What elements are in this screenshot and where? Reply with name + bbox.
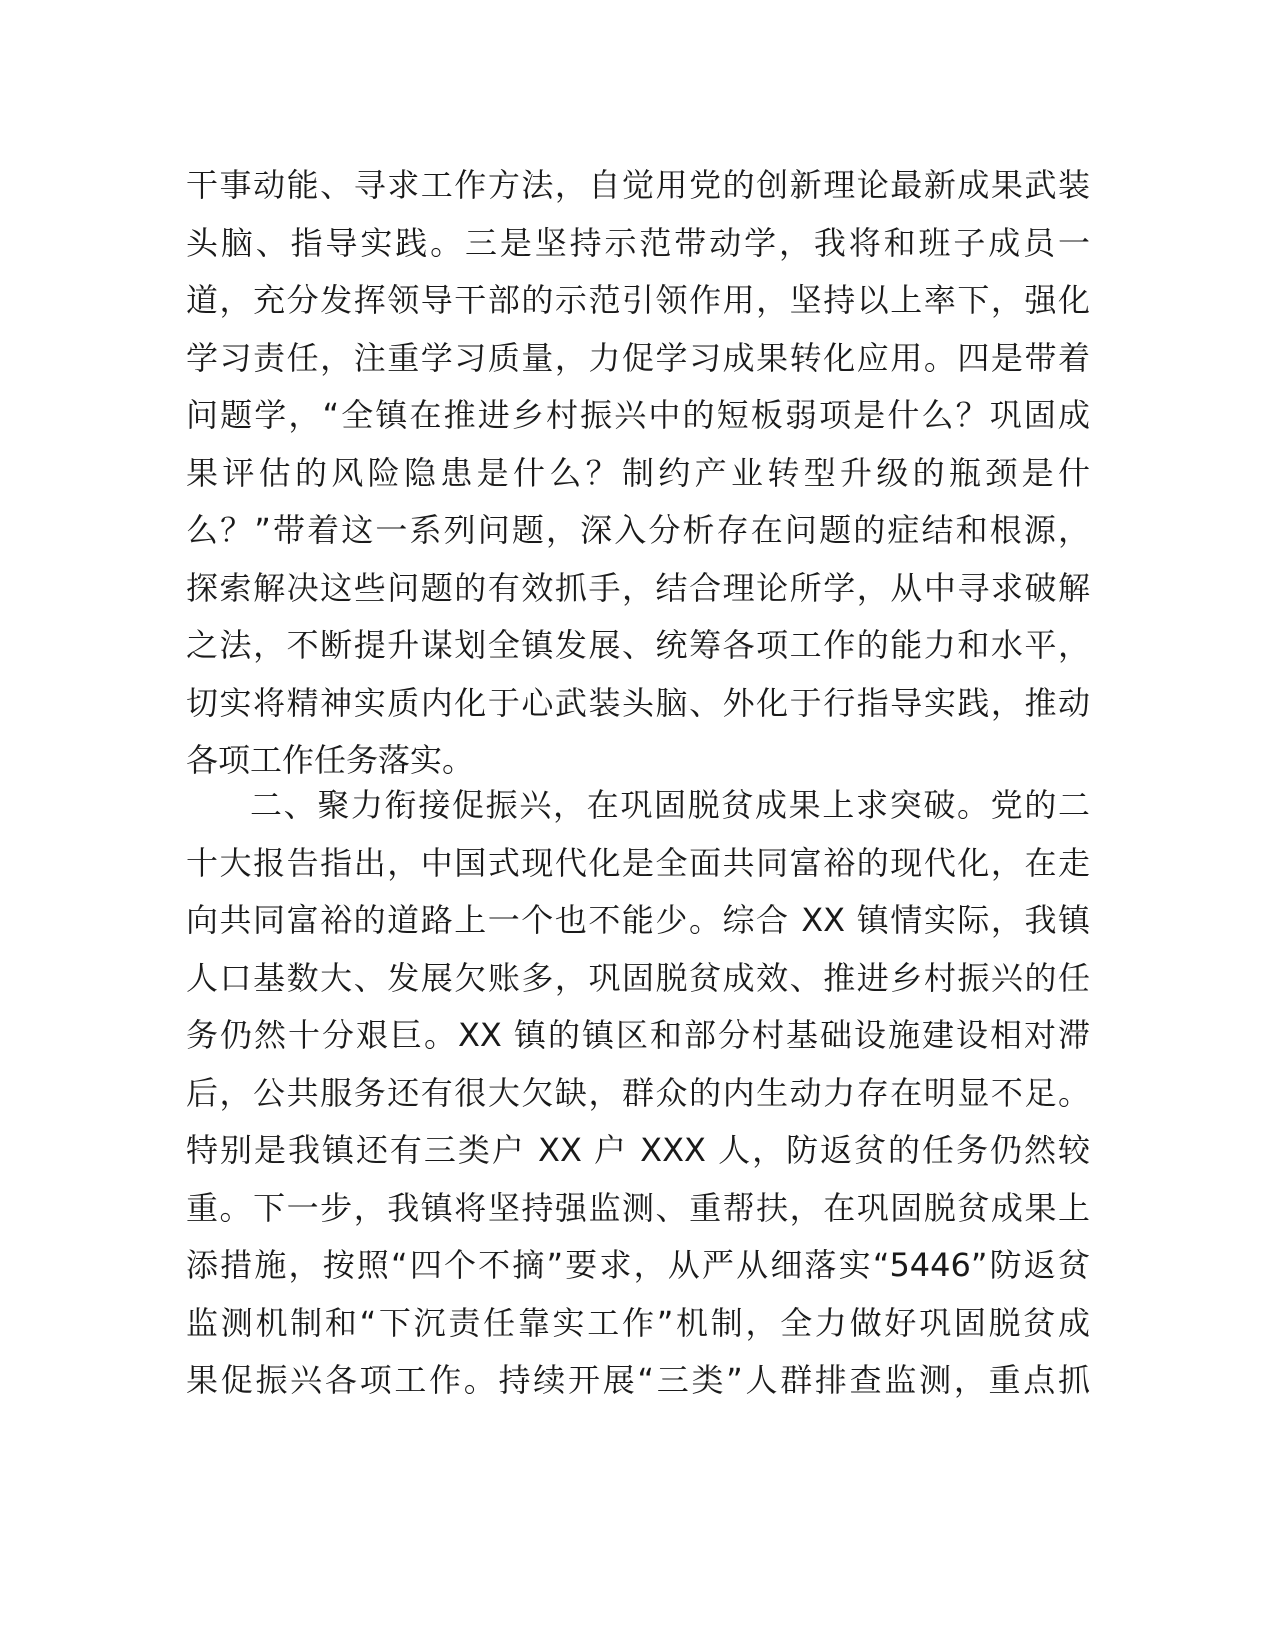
text-line: 切实将精神实质内化于心武装头脑、外化于行指导实践，推动 [186, 683, 1090, 722]
text-line: 头脑、指导实践。三是坚持示范带动学，我将和班子成员一 [186, 223, 1090, 262]
text-line: 后，公共服务还有很大欠缺，群众的内生动力存在明显不足。 [186, 1073, 1090, 1112]
text-line: 么？”带着这一系列问题，深入分析存在问题的症结和根源， [186, 511, 1090, 549]
text-line: 各项工作任务落实。 [186, 741, 475, 779]
paragraph-rural-revitalization [186, 777, 1090, 1410]
text-line: 特别是我镇还有三类户 XX 户 XXX 人，防返贫的任务仍然较 [186, 1131, 1090, 1169]
text-line: 道，充分发挥领导干部的示范引领作用，坚持以上率下，强化 [186, 281, 1090, 319]
text-line: 果促振兴各项工作。持续开展“三类”人群排查监测，重点抓 [186, 1361, 1090, 1399]
text-line: 干事动能、寻求工作方法，自觉用党的创新理论最新成果武装 [186, 166, 1090, 204]
text-line: 监测机制和“下沉责任靠实工作”机制，全力做好巩固脱贫成 [186, 1303, 1090, 1342]
text-line: 人口基数大、发展欠账多，巩固脱贫成效、推进乡村振兴的任 [186, 958, 1090, 997]
text-line: 果评估的风险隐患是什么？制约产业转型升级的瓶颈是什 [186, 453, 1090, 492]
text-line: 务仍然十分艰巨。XX 镇的镇区和部分村基础设施建设相对滞 [186, 1016, 1090, 1054]
text-line: 二、聚力衔接促振兴，在巩固脱贫成果上求突破。党的二 [250, 786, 1090, 824]
text-line: 学习责任，注重学习质量，力促学习成果转化应用。四是带着 [186, 338, 1090, 377]
text-line: 重。下一步，我镇将坚持强监测、重帮扶，在巩固脱贫成果上 [186, 1188, 1090, 1227]
text-line: 之法，不断提升谋划全镇发展、统筹各项工作的能力和水平， [186, 626, 1090, 664]
text-line: 添措施，按照“四个不摘”要求，从严从细落实“5446”防返贫 [186, 1246, 1090, 1284]
text-line: 问题学，“全镇在推进乡村振兴中的短板弱项是什么？巩固成 [186, 396, 1090, 434]
paragraph-study-methods [186, 157, 1090, 790]
text-line: 向共同富裕的道路上一个也不能少。综合 XX 镇情实际，我镇 [186, 901, 1090, 939]
text-line: 探索解决这些问题的有效抓手，结合理论所学，从中寻求破解 [186, 568, 1090, 607]
text-line: 十大报告指出，中国式现代化是全面共同富裕的现代化，在走 [186, 843, 1090, 882]
